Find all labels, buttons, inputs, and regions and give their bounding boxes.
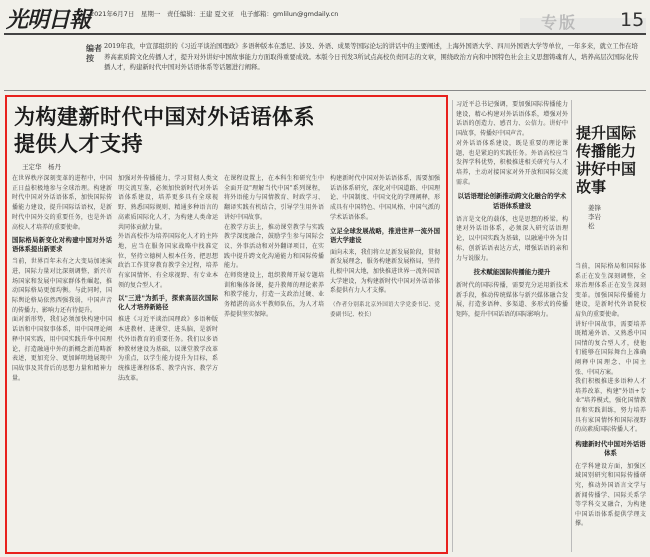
subheading: 以"三进"为抓手，探索高层次国际化人才培养新路径 [118, 295, 218, 312]
paragraph: 在世界秩序深刻变革的进程中，中国正日益积极地参与全球治理。构建新时代中国对外话语体系，加快国际传播能力建设，提升国际话语权，是新时代中国外交的重要任务，也是外语高校人才培养的重要使命。 [12, 175, 112, 231]
section-name: 专版 [541, 13, 578, 32]
paragraph: 在教学方法上，推动课堂教学与实践教学深度融合，鼓励学生参与国际会议、外事活动和对外翻译项目，在实践中提升跨文化沟通能力和国际传播能力。 [224, 223, 324, 270]
newspaper-logo: 光明日報 [6, 7, 91, 33]
main-article-title [14, 103, 434, 157]
main-article-column-2 [118, 174, 218, 548]
subheading: 技术赋能国际传播能力提升 [473, 268, 551, 277]
paragraph: 面向未来，我们将立足新发展阶段，贯彻新发展理念，服务构建新发展格局，坚持扎根中国大地，加快推进世界一流外国语大学建设，为构建新时代中国对外话语体系提供有力人才支撑。 [330, 248, 440, 295]
subheading: 以话语理论创新推动跨文化融合的学术话语体系建设 [457, 192, 567, 211]
right-article-body [575, 262, 646, 552]
subheading: 国际格局新变化对构建中国对外话语体系提出新要求 [12, 237, 112, 254]
right-title-line2: 讲好中国故事 [576, 160, 637, 196]
main-article-column-1 [12, 174, 112, 548]
issue-info: 2021年6月7日 星期一 责任编辑：王建 夏文亚 电子邮箱：gmlilun@gmdaily.cn [90, 10, 339, 18]
note-divider [4, 90, 646, 91]
column-divider [571, 100, 572, 552]
author-credit: （作者分别系北京外国语大学党委书记、党委副书记、校长） [330, 302, 440, 318]
paragraph: 构建新时代中国对外话语体系，需要加强话语体系研究，深化对中国道路、中国理论、中国制度、中国文化的学理阐释，形成具有中国特色、中国风格、中国气派的学术话语体系。 [330, 175, 440, 221]
main-title-line2: 提供人才支持 [14, 131, 143, 156]
paragraph: 在师资建设上，组织教师开展专题培训和集体备课，提升教师的理论素养和教学能力，打造一支政治过硬、业务精湛的高水平教师队伍，为人才培养提供坚实保障。 [224, 272, 324, 318]
column-divider [452, 100, 453, 552]
editor-note-text: 2019年我，中宣部组织的《习近平谈治国理政》多语种版本在悉尼、涉及、外语、成果等国际论坛的讲话中的主要阐述，上海外国语大学、四川外国语大学等单位，一年多来，就立工作在培养高素质跨文化传播人才，提升对外讲好中国故事能力方面取得重要成效。本版今日刊发3所试点高校负责同志的文章，围绕政治方向和中国特色社会主义思想铸魂育人，培养高层次国际化传播人才，构建新时代中国对外话语体系等话题进行阐释。 [104, 42, 639, 71]
paragraph: 新时代的国际传播，需要充分运用新技术新手段，推动传统媒体与新兴媒体融合发展，打造多语种、多渠道、多形式的传播矩阵，提升中国话语的国际影响力。 [456, 281, 568, 319]
subheading: 构建新时代中国对外话语体系 [575, 439, 646, 458]
editor-note-label: 编者按 [86, 44, 102, 63]
paragraph: 对外话语体系建设，既是重要的理论课题，也是紧迫的实践任务。外语高校应当发挥学科优势，积极推进相关研究与人才培养，主动对接国家对外开放和国际交流需求。 [456, 139, 568, 186]
header-rule [4, 33, 646, 35]
main-article-column-3 [224, 174, 324, 548]
paragraph: 当前，国际格局和国际体系正在发生深刻调整，全球治理体系正在发生深刻变革。加强国际传播能力建设，是新时代外语院校肩负的重要使命。 [575, 263, 646, 318]
page-number: 15 [620, 9, 645, 31]
paragraph: 我们积极推进多语种人才培养改革，构建"外语+专业"培养模式，强化国情教育和实践训练，努力培养具有家国情怀和国际视野的高素质国际传播人才。 [575, 378, 646, 434]
right-article-title [576, 124, 644, 196]
masthead [0, 0, 650, 38]
paragraph: 习近平总书记强调，要加强国际传播能力建设，精心构建对外话语体系，增强对外话语的创造力、感召力、公信力。讲好中国故事，传播好中国声音。 [456, 101, 568, 138]
paragraph: 外语高校作为培养国际化人才的主阵地，应当在服务国家战略中找准定位，坚持立德树人根本任务，把思想政治工作贯穿教育教学全过程，培养有家国情怀、有全球视野、有专业本领的复合型人才。 [118, 233, 218, 289]
paragraph: 在课程设置上，在本科生和研究生中全面开设"理解当代中国"系列课程，将外语能力与国情教育、时政学习、翻译实践有机结合，引导学生用外语讲好中国故事。 [224, 175, 324, 221]
paragraph: 当前，世界百年未有之大变局加速演进，国际力量对比深刻调整，新兴市场国家和发展中国家群体性崛起，推动国际格局更加均衡。与此同时，国际舆论格局依然西强我弱，中国声音的传播力、影响力还有待提升。 [12, 258, 112, 314]
paragraph: 推进《习近平谈治国理政》多语种版本进教材、进课堂、进头脑，是新时代外语教育的重要任务。我们以多语种教材建设为基础，以课堂教学改革为重点，以学生能力提升为目标，系统推进课程体系、教学内容、教学方法改革。 [118, 316, 218, 382]
paragraph: 语言是文化的载体，也是思想的桥梁。构建对外话语体系，必须深入研究话语理论，以中国实践为基础，以融通中外为目标，创新话语表达方式，增强话语的亲和力与说服力。 [456, 215, 568, 262]
paragraph: 在学科建设方面，加强区域国别研究和国际传播研究，推动外国语言文学与新闻传播学、国际关系学等学科交叉融合，为构建中国话语体系提供学理支撑。 [575, 462, 646, 528]
subheading: 立足全球发展战略，推进世界一流外国语大学建设 [330, 227, 440, 244]
main-article-byline: 王定华 杨丹 [22, 163, 61, 171]
right-article-byline: 姜锋 李岩松 [588, 204, 608, 230]
right-title-line1: 提升国际传播能力 [576, 124, 637, 160]
center-article [456, 100, 568, 552]
main-title-line1: 为构建新时代中国对外话语体系 [14, 104, 315, 129]
paragraph: 加强对外传播能力，学习贯彻人类文明交流互鉴，必须加快新时代对外话语体系建设，培养更多具有全球视野、熟悉国际规则、精通多种语言的高素质国际化人才，为构建人类命运共同体贡献力量。 [118, 175, 218, 231]
paragraph: 面对新形势，我们必须加快构建中国话语和中国叙事体系，用中国理论阐释中国实践，用中国实践升华中国理论，打造融通中外的新概念新范畴新表述，更加充分、更加鲜明地展现中国故事及其背后的思想力量和精神力量。 [12, 316, 112, 382]
main-article-column-4 [330, 174, 440, 548]
paragraph: 讲好中国故事，需要培养既精通外语、又熟悉中国国情的复合型人才，使他们能够在国际舞台上准确阐释中国理念、中国主张、中国方案。 [575, 320, 646, 376]
